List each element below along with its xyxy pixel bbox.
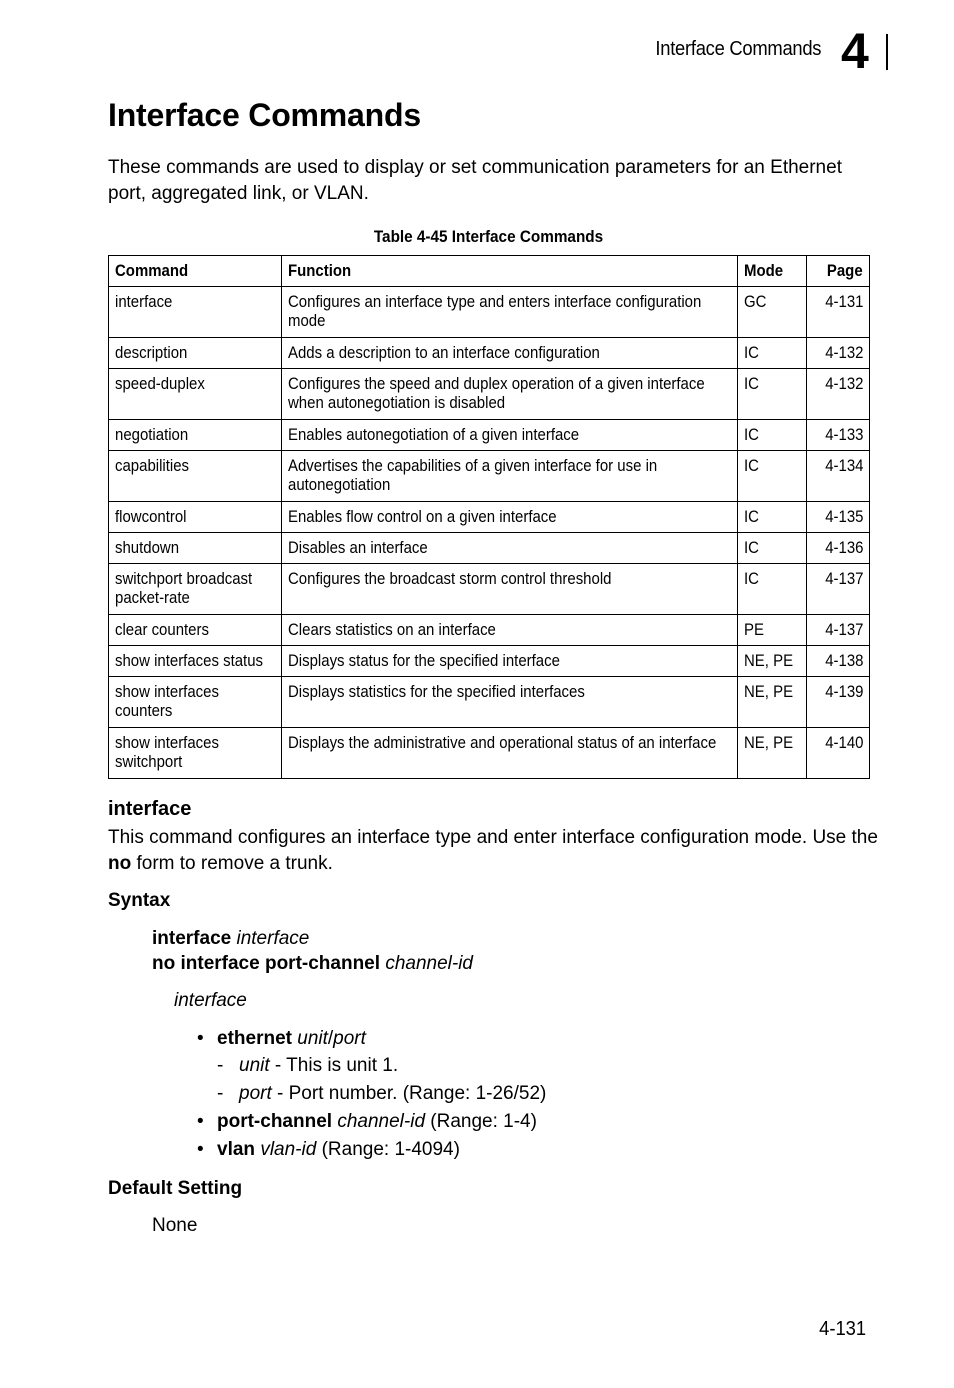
col-header-page: Page — [807, 256, 870, 287]
syntax-line: no interface port-channel channel-id — [152, 953, 473, 974]
cell-mode: NE, PE — [738, 728, 807, 779]
table-row — [109, 646, 870, 677]
table-row — [109, 369, 870, 420]
list-subitem: - port - Port number. (Range: 1-26/52) — [217, 1083, 547, 1104]
cell-mode: NE, PE — [738, 677, 807, 728]
cell-command: interface — [109, 287, 282, 338]
interface-commands-table — [108, 255, 870, 779]
page-title: Interface Commands — [108, 97, 421, 133]
cell-function: Disables an interface — [282, 533, 738, 564]
cell-command: clear counters — [109, 615, 282, 646]
cell-page: 4-134 — [807, 451, 870, 502]
table-row — [109, 338, 870, 369]
cell-command: shutdown — [109, 533, 282, 564]
cell-command: capabilities — [109, 451, 282, 502]
chapter-rule — [886, 34, 888, 70]
table-caption: Table 4-45 Interface Commands — [373, 227, 604, 246]
cell-function: Displays statistics for the specified interfaces — [282, 677, 738, 728]
cell-function: Configures an interface type and enters interface configuration mode — [282, 287, 738, 338]
syntax-line: interface interface — [152, 928, 310, 949]
cell-function: Configures the broadcast storm control threshold — [282, 564, 738, 615]
default-setting-heading: Default Setting — [108, 1178, 243, 1199]
cell-page: 4-140 — [807, 728, 870, 779]
table-row — [109, 728, 870, 779]
cell-command: switchport broadcast packet-rate — [109, 564, 282, 615]
list-item: • ethernet unit/port — [197, 1028, 366, 1049]
cell-page: 4-131 — [807, 287, 870, 338]
table-row — [109, 502, 870, 533]
cell-page: 4-139 — [807, 677, 870, 728]
cell-command: flowcontrol — [109, 502, 282, 533]
section-title: interface — [108, 798, 192, 820]
table-row — [109, 420, 870, 451]
col-header-function: Function — [282, 256, 738, 287]
syntax-heading: Syntax — [108, 890, 171, 911]
running-head: Interface Commands — [655, 38, 821, 60]
cell-mode: IC — [738, 338, 807, 369]
section-description: This command configures an interface type and enter interface configuration mode. Use the no form to remove a trunk. — [108, 827, 878, 874]
table-row — [109, 287, 870, 338]
cell-page: 4-136 — [807, 533, 870, 564]
cell-function: Displays the administrative and operational status of an interface — [282, 728, 738, 779]
cell-function: Advertises the capabilities of a given interface for use in autonegotiation — [282, 451, 738, 502]
cell-page: 4-135 — [807, 502, 870, 533]
list-item: • port-channel channel-id (Range: 1-4) — [197, 1111, 537, 1132]
page-number: 4-131 — [818, 1318, 866, 1340]
table-row — [109, 451, 870, 502]
cell-mode: IC — [738, 420, 807, 451]
cell-mode: IC — [738, 369, 807, 420]
cell-function: Clears statistics on an interface — [282, 615, 738, 646]
cell-mode: IC — [738, 502, 807, 533]
table-row — [109, 615, 870, 646]
cell-page: 4-137 — [807, 615, 870, 646]
cell-mode: IC — [738, 564, 807, 615]
cell-page: 4-132 — [807, 369, 870, 420]
cell-function: Enables flow control on a given interface — [282, 502, 738, 533]
cell-function: Enables autonegotiation of a given interface — [282, 420, 738, 451]
table-row — [109, 533, 870, 564]
cell-mode: PE — [738, 615, 807, 646]
list-subitem: - unit - This is unit 1. — [217, 1055, 399, 1076]
col-header-mode: Mode — [738, 256, 807, 287]
cell-page: 4-133 — [807, 420, 870, 451]
cell-page: 4-137 — [807, 564, 870, 615]
table-row — [109, 564, 870, 615]
cell-page: 4-132 — [807, 338, 870, 369]
col-header-command: Command — [109, 256, 282, 287]
parameter-name: interface — [174, 990, 247, 1011]
table-row — [109, 677, 870, 728]
cell-command: show interfaces counters — [109, 677, 282, 728]
cell-command: description — [109, 338, 282, 369]
cell-command: speed-duplex — [109, 369, 282, 420]
default-setting-value: None — [152, 1215, 198, 1236]
cell-function: Configures the speed and duplex operation of a given interface when autonegotiation is disabled — [282, 369, 738, 420]
cell-mode: IC — [738, 451, 807, 502]
table-header-row — [109, 256, 870, 287]
cell-command: negotiation — [109, 420, 282, 451]
cell-page: 4-138 — [807, 646, 870, 677]
intro-paragraph: These commands are used to display or set communication parameters for an Ethernet port, aggregated link, or VLAN. — [108, 157, 842, 204]
cell-mode: GC — [738, 287, 807, 338]
cell-command: show interfaces switchport — [109, 728, 282, 779]
cell-mode: IC — [738, 533, 807, 564]
chapter-number: 4 — [841, 23, 869, 79]
list-item: • vlan vlan-id (Range: 1-4094) — [197, 1139, 460, 1160]
cell-function: Displays status for the specified interface — [282, 646, 738, 677]
cell-mode: NE, PE — [738, 646, 807, 677]
cell-command: show interfaces status — [109, 646, 282, 677]
cell-function: Adds a description to an interface configuration — [282, 338, 738, 369]
